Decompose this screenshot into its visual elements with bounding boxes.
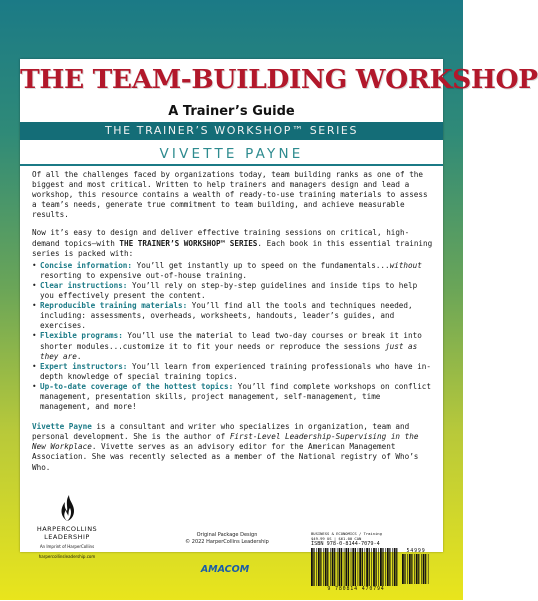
logo-line-2: LEADERSHIP [44,533,90,541]
series-paragraph [32,228,434,258]
feature-text-end: resorting to expensive out-of-house training. [40,270,248,280]
feature-heading: Up-to-date coverage of the hottest topics: [40,381,234,391]
feature-heading: Concise information: [40,260,133,270]
barcode-isbn: ISBN 978-0-8144-7079-4 [311,541,380,547]
barcode-block [311,531,435,601]
author-bio [32,422,434,472]
logo-url: harpercollinsleadership.com [38,554,96,559]
publisher-logo [32,489,102,559]
logo-line-1: HARPERCOLLINS [36,525,98,533]
feature-emphasis: without [389,260,422,270]
barcode-price: $49.99 US | $61.00 CAN [311,536,362,541]
feature-text: You’ll rely on step-by-step guidelines and inside tips to help you effectively present the content. [40,280,418,301]
feature-emphasis: just as they are [40,341,418,361]
book-subtitle: A Trainer’s Guide [168,104,295,119]
intro-paragraph: Of all the challenges faced by organizations today, team building ranks as one of the biggest and most critical. Written to help trainers and managers design and lead a workshop, this resource contains a wealth of ready-to-use training materials to assess a team’s needs, generate true commitment to team building, and achieve measurable results. [32,170,428,220]
feature-text: You’ll find all the tools and techniques needed, including: assessments, overheads, worksheets, handouts, leader’s guides, and exercises. [40,301,413,331]
amacom-logo: AMACOM [200,564,250,575]
bio-text-end: . Vivette serves as an advisory editor for the American Management Association. She was recently selected as a member of the National registry of Who’s Who. [32,442,419,472]
feather-flame-icon [55,489,79,523]
barcode-number: 9 780814 470794 [327,586,385,592]
feature-item [32,382,434,412]
package-design-line-1: Original Package Design [196,532,258,538]
feature-text: You’ll get instantly up to speed on the fundamentals... [132,260,390,270]
series-band: THE TRAINER’S WORKSHOP™ SERIES [20,122,443,140]
description-body [32,170,434,473]
barcode-bars [311,548,399,586]
series-paragraph-tail: . Each book in this essential training series is packed with: [32,238,433,258]
feature-heading: Reproducible training materials: [40,301,188,311]
bio-book-title: First-Level Leadership-Supervising in the New Workplace [32,432,419,452]
package-design-line-2: © 2022 HarperCollins Leadership [185,539,269,545]
cover-panel [20,59,538,592]
book-title: THE TEAM-BUILDING WORKSHOP [20,64,538,95]
feature-heading: Clear instructions: [40,280,128,290]
logo-imprint: An Imprint of HarperCollins [39,544,95,549]
series-paragraph-bold: THE TRAINER’S WORKSHOP™ SERIES [119,238,258,248]
barcode-category: BUSINESS & ECONOMICS / Training [311,531,382,536]
feature-item [32,362,434,382]
series-paragraph-text: Now it’s easy to design and deliver effective training sessions on critical, high-demand topics—with [32,228,410,248]
barcode-price-code: 54999 [406,548,426,554]
feature-heading: Expert instructors: [40,361,128,371]
author-name: VIVETTE PAYNE [159,146,304,162]
bio-author-name: Vivette Payne [32,422,92,432]
feature-item [32,301,434,331]
feature-text: You’ll find complete workshops on conflict management, presentation skills, project management, self-management, time management, and more! [40,381,432,412]
barcode-addon-bars [402,554,430,584]
feature-text: You’ll learn from experienced training professionals who have in-depth knowledge of special training topics. [40,361,432,381]
divider [20,164,443,166]
feature-text: You’ll use the material to lead two-day courses or break it into shorter modules...customize it to fit your needs or reproduce the sessions [40,331,422,351]
feature-heading: Flexible programs: [40,331,123,341]
feature-text-end: . [76,351,82,361]
feature-list [32,261,434,412]
feature-item [32,261,434,281]
feature-item [32,281,434,301]
bio-text: is a consultant and writer who specializes in organization, team and personal development. She is the author of [32,422,410,442]
package-design-note [162,532,292,546]
feature-item [32,331,434,361]
